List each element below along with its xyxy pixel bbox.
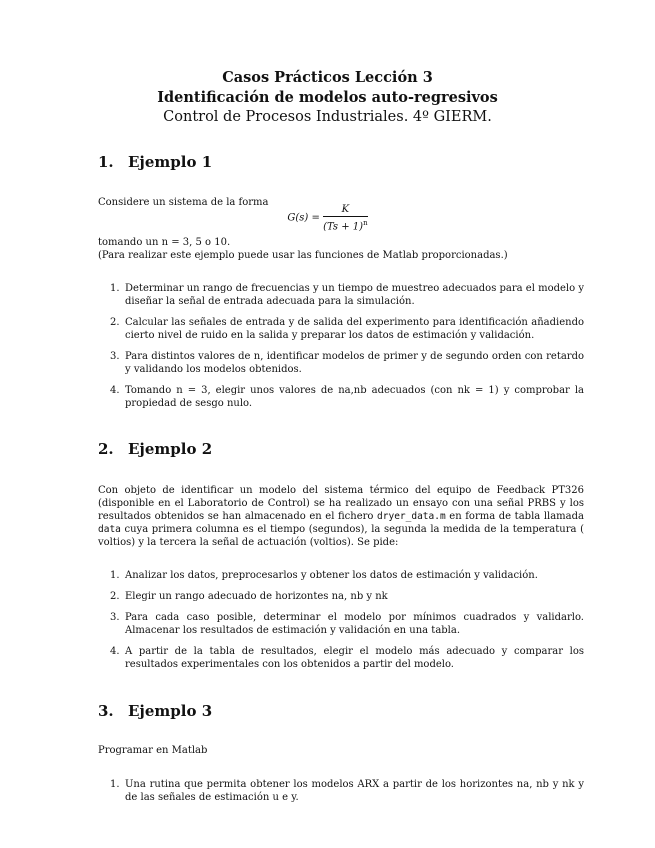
section-2-heading [98,440,584,458]
list-item: 1. Una rutina que permita obtener los modelos ARX a partir de los horizontes na, nb y nk y de las señales de estimación u e y. [110,779,584,803]
formula-exponent: n [363,219,368,227]
section-2-list [98,569,584,671]
transfer-function-formula [0,203,655,233]
formula-denominator: $(Ts + 1)^n$ [323,219,368,233]
formula-lhs: G(s) = [287,212,320,224]
list-item: 4. A partir de la tabla de resultados, elegir el modelo más adecuado y comparar los resultados experimentales con los obtenidos a partir del modelo. [110,646,584,670]
section-2-paragraph: Con objeto de identificar un modelo del sistema térmico del equipo de Feedback PT326 (disponible en el Laboratorio de Control) se ha realizado un ensayo con una señal PRBS y los resultados obtenidos se han almacenado en el fichero dryer_data.m en forma de tabla llamada data cuya primera columna es el tiempo (segundos), la segunda la medida de la temperatura ( voltios) y la tercera la señal de actuación (voltios). Se pide: [98,485,584,548]
section-1-intro: Considere un sistema de la forma [98,197,269,208]
section-title: Ejemplo 2 [128,440,213,458]
section-1-list [98,282,584,410]
section-3-list [98,778,584,804]
section-1-heading [98,153,584,171]
file-name: dryer_data.m [377,511,446,522]
section-number: 3. [98,702,114,720]
section-1-after-formula: tomando un n = 3, 5 o 10. [98,237,231,248]
variable-name: data [98,524,121,535]
section-3-intro: Programar en Matlab [98,745,208,756]
list-item: 3. Para cada caso posible, determinar el modelo por mínimos cuadrados y validarlo. Almacenar los resultados de estimación y validación en una tabla. [110,612,584,636]
document-subtitle: Identificación de modelos auto-regresivos [157,89,498,106]
section-title: Ejemplo 1 [128,153,213,171]
list-item: 2. Elegir un rango adecuado de horizontes na, nb y nk [110,591,388,602]
section-number: 1. [98,153,114,171]
course-line: Control de Procesos Industriales. 4º GIERM. [163,109,492,125]
list-item: 1. Determinar un rango de frecuencias y un tiempo de muestreo adecuados para el modelo y diseñar la señal de entrada adecuada para la simulación. [110,283,584,307]
list-item: 3. Para distintos valores de n, identificar modelos de primer y de segundo orden con retardo y validando los modelos obtenidos. [110,351,584,375]
list-item: 2. Calcular las señales de entrada y de salida del experimento para identificación añadiendo cierto nivel de ruido en la salida y preparar los datos de estimación y validación. [110,317,584,341]
formula-fraction [323,203,368,233]
list-item: 4. Tomando n = 3, elegir unos valores de na,nb adecuados (con nk = 1) y comprobar la propiedad de sesgo nulo. [110,385,584,409]
section-3-heading [98,702,584,720]
section-title: Ejemplo 3 [128,702,213,720]
section-1-note: (Para realizar este ejemplo puede usar las funciones de Matlab proporcionadas.) [98,250,508,261]
section-number: 2. [98,440,114,458]
document-title: Casos Prácticos Lección 3 [222,69,433,86]
formula-numerator: K [323,203,368,217]
list-item: 1. Analizar los datos, preprocesarlos y obtener los datos de estimación y validación. [110,570,538,581]
